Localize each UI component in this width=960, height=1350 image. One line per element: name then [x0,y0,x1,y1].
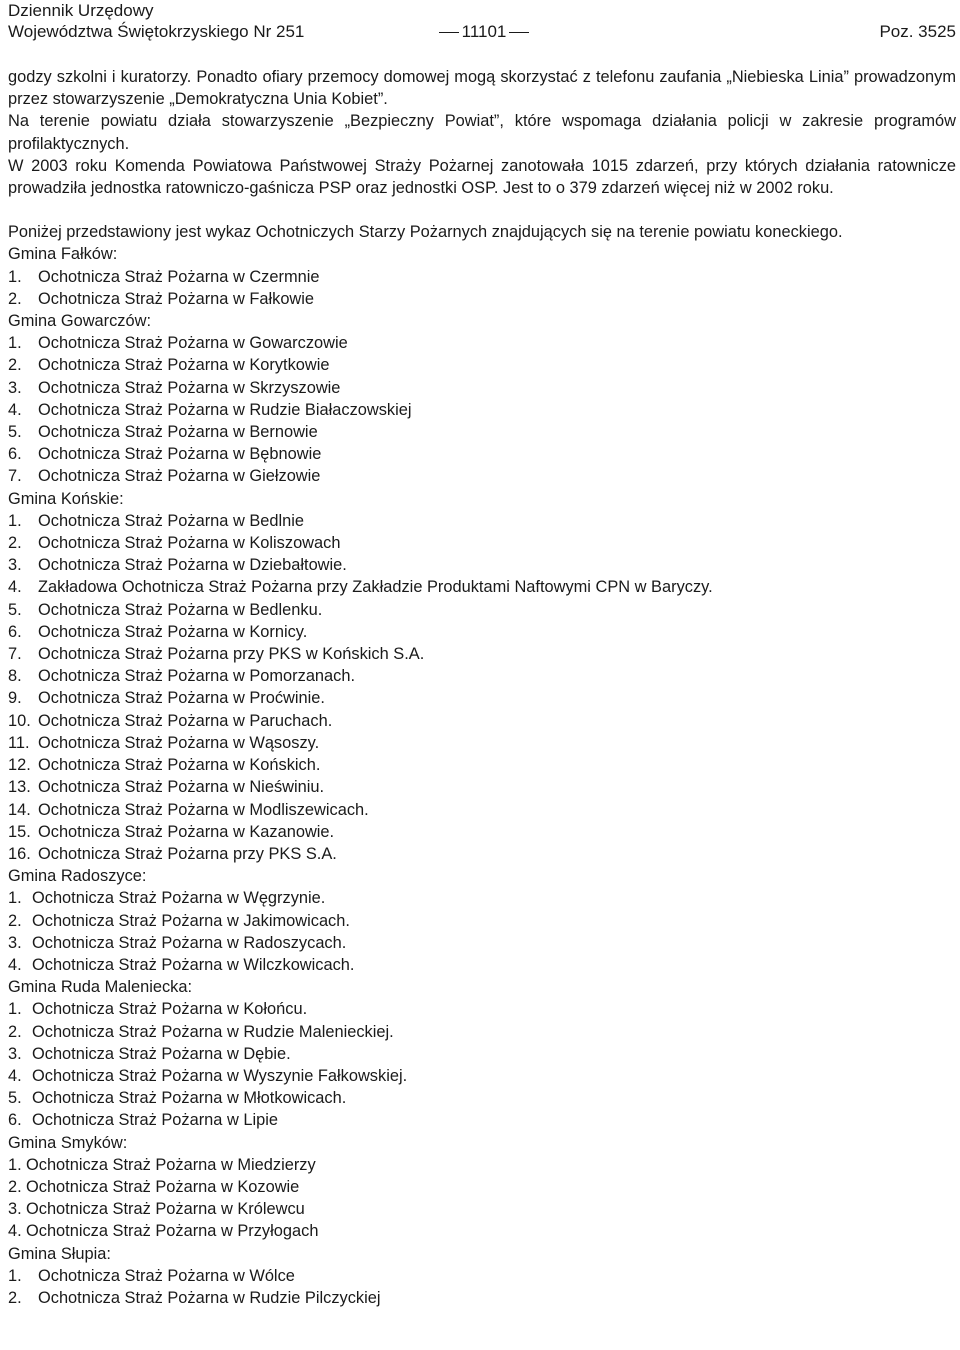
list-item-text: Ochotnicza Straż Pożarna w Dębie. [32,1044,291,1063]
list-item-number: 4. [8,1222,22,1241]
list-item [8,710,956,732]
gmina-heading: Gmina Fałków: [8,245,118,264]
list-item [8,887,956,909]
gmina-heading: Gmina Słupia: [8,1244,111,1263]
list-item-text: Ochotnicza Straż Pożarna w Lipie [32,1111,278,1130]
list-item-number: 2. [8,356,22,375]
list-item-text: Ochotnicza Straż Pożarna w Młotkowicach. [32,1089,347,1108]
list-item-number: 1. [8,889,22,908]
list-item-text: Ochotnicza Straż Pożarna w Paruchach. [38,711,333,730]
page-header [8,20,956,44]
list-item [8,1265,956,1287]
list-item [8,776,956,798]
list-item-number: 6. [8,622,22,641]
paragraph-list-intro: Poniżej przedstawiony jest wykaz Ochotniczych Starzy Pożarnych znajdujących się na terenie powiatu koneckiego. [8,223,843,242]
list-item-text: Ochotnicza Straż Pożarna w Czermnie [38,267,320,286]
list-item-number: 4. [8,400,22,419]
list-item-number: 13. [8,778,31,797]
list-item [8,399,956,421]
list-item [8,532,956,554]
list-item-number: 5. [8,1089,22,1108]
list-item-number: 1. [8,267,22,286]
list-item-text: Ochotnicza Straż Pożarna w Modliszewicach. [38,800,369,819]
list-item-number: 1. [8,511,22,530]
list-item [8,843,956,865]
list-item [8,643,956,665]
list-item-number: 3. [8,1044,22,1063]
list-item-number: 5. [8,423,22,442]
list-item-number: 14. [8,800,31,819]
list-item-number: 2. [8,911,22,930]
list-item-text: Ochotnicza Straż Pożarna w Wąsoszy. [38,733,320,752]
gmina-heading: Gmina Końskie: [8,489,124,508]
list-item [8,377,956,399]
dash-right [509,32,529,33]
list-item [8,1287,956,1309]
list-item-number: 15. [8,822,31,841]
list-item [8,932,956,954]
list-item-text: Ochotnicza Straż Pożarna w Radoszycach. [32,933,347,952]
voivodeship-issue: Województwa Świętokrzyskiego Nr 251 [8,22,305,41]
document-body [8,66,956,1309]
list-item-number: 12. [8,756,31,775]
dash-left [439,32,459,33]
list-item [8,754,956,776]
list-item [8,687,956,709]
list-item-text: Ochotnicza Straż Pożarna w Skrzyszowie [38,378,341,397]
list-item [8,910,956,932]
list-item [8,1220,956,1242]
list-item [8,1176,956,1198]
list-item-number: 7. [8,645,22,664]
list-item-number: 2. [8,1022,22,1041]
list-item-text: Ochotnicza Straż Pożarna przy PKS w Końskich S.A. [38,645,425,664]
list-item-text: Ochotnicza Straż Pożarna w Nieświniu. [38,778,325,797]
gmina-heading: Gmina Smyków: [8,1133,128,1152]
list-item-text: Ochotnicza Straż Pożarna w Pomorzanach. [38,667,356,686]
list-item-number: 7. [8,467,22,486]
list-item-number: 4. [8,1066,22,1085]
list-item-text: Ochotnicza Straż Pożarna w Kazanowie. [38,822,335,841]
paragraph-fire-service: W 2003 roku Komenda Powiatowa Państwowej Straży Pożarnej zanotowała 1015 zdarzeń, przy których działania ratownicze prowadziła jednostka ratowniczo-gaśnicza PSP oraz jednostki OSP. Jest to o 379 zdarzeń więcej niż w 2002 roku. [8,156,956,198]
list-item-text: Ochotnicza Straż Pożarna w Gowarczowie [38,334,348,353]
list-item-number: 4. [8,578,22,597]
list-item [8,443,956,465]
page-number-value: 11101 [461,22,507,41]
paragraph-association: Na terenie powiatu działa stowarzyszenie „Bezpieczny Powiat”, które wspomaga działania policji w zakresie programów profilaktycznych. [8,112,956,153]
list-item [8,1065,956,1087]
list-item [8,1109,956,1131]
list-item-number: 2. [8,1177,22,1196]
list-item-text: Ochotnicza Straż Pożarna w Dziebałtowie. [38,556,347,575]
list-item [8,998,956,1020]
list-item [8,465,956,487]
list-item-number: 16. [8,844,31,863]
list-item-number: 11. [8,733,30,752]
gmina-heading: Gmina Radoszyce: [8,867,147,886]
list-item-text: Ochotnicza Straż Pożarna w Miedzierzy [26,1155,316,1174]
list-item [8,954,956,976]
paragraph-victims: godzy szkolni i kuratorzy. Ponadto ofiary przemocy domowej mogą skorzystać z telefonu zaufania „Niebieska Linia” prowadzonym przez stowarzyszenie „Demokratyczna Unia Kobiet”. [8,68,956,109]
list-item-text: Ochotnicza Straż Pożarna w Giełzowie [38,467,321,486]
page-number [434,20,534,44]
list-item-number: 5. [8,600,22,619]
list-item [8,1154,956,1176]
list-item-number: 1. [8,1000,22,1019]
list-item-text: Ochotnicza Straż Pożarna w Wólce [38,1266,295,1285]
list-item [8,1087,956,1109]
list-item-number: 2. [8,289,22,308]
gmina-heading: Gmina Gowarczów: [8,312,152,331]
list-item [8,1043,956,1065]
list-item [8,665,956,687]
list-item-number: 6. [8,1111,22,1130]
list-item-number: 3. [8,556,22,575]
position-number: Poz. 3525 [879,22,956,41]
list-item [8,821,956,843]
list-item-text: Ochotnicza Straż Pożarna w Bębnowie [38,445,322,464]
list-item [8,1021,956,1043]
list-item-text: Ochotnicza Straż Pożarna w Królewcu [26,1200,305,1219]
list-item [8,288,956,310]
list-item [8,1198,956,1220]
list-item-text: Ochotnicza Straż Pożarna w Kołońcu. [32,1000,308,1019]
fire-brigade-list [8,243,956,1309]
list-item [8,576,956,598]
list-item-number: 1. [8,1266,22,1285]
list-item-text: Ochotnicza Straż Pożarna przy PKS S.A. [38,844,337,863]
list-item-number: 1. [8,334,22,353]
list-item-text: Ochotnicza Straż Pożarna w Korytkowie [38,356,330,375]
list-item [8,621,956,643]
list-item-number: 1. [8,1155,22,1174]
list-item [8,599,956,621]
list-item [8,732,956,754]
list-item-text: Ochotnicza Straż Pożarna w Proćwinie. [38,689,325,708]
list-item [8,421,956,443]
list-item-number: 3. [8,1200,22,1219]
list-item-text: Ochotnicza Straż Pożarna w Bedlenku. [38,600,323,619]
list-item [8,354,956,376]
list-item-text: Ochotnicza Straż Pożarna w Końskich. [38,756,321,775]
list-item-text: Ochotnicza Straż Pożarna w Jakimowicach. [32,911,350,930]
list-item-text: Ochotnicza Straż Pożarna w Rudzie Pilczyckiej [38,1288,381,1307]
list-item-text: Ochotnicza Straż Pożarna w Wilczkowicach. [32,955,355,974]
list-item [8,266,956,288]
list-item-text: Ochotnicza Straż Pożarna w Koliszowach [38,534,341,553]
list-item [8,332,956,354]
list-item-number: 4. [8,955,22,974]
gmina-heading: Gmina Ruda Maleniecka: [8,978,193,997]
list-item-number: 2. [8,1288,22,1307]
list-item [8,799,956,821]
list-item-text: Zakładowa Ochotnicza Straż Pożarna przy Zakładzie Produktami Naftowymi CPN w Baryczy. [38,578,713,597]
list-item-text: Ochotnicza Straż Pożarna w Kozowie [26,1177,300,1196]
list-item-text: Ochotnicza Straż Pożarna w Rudzie Malenieckiej. [32,1022,394,1041]
list-item-text: Ochotnicza Straż Pożarna w Kornicy. [38,622,308,641]
list-item-number: 6. [8,445,22,464]
list-item-number: 8. [8,667,22,686]
list-item-text: Ochotnicza Straż Pożarna w Bernowie [38,423,318,442]
list-item-text: Ochotnicza Straż Pożarna w Przyłogach [26,1222,319,1241]
list-item [8,510,956,532]
paragraph-gap [8,199,956,221]
list-item-text: Ochotnicza Straż Pożarna w Węgrzynie. [32,889,326,908]
list-item-number: 9. [8,689,22,708]
journal-title: Dziennik Urzędowy [8,1,154,20]
list-item [8,554,956,576]
list-item-text: Ochotnicza Straż Pożarna w Wyszynie Fałkowskiej. [32,1066,408,1085]
list-item-text: Ochotnicza Straż Pożarna w Rudzie Białaczowskiej [38,400,412,419]
list-item-text: Ochotnicza Straż Pożarna w Fałkowie [38,289,315,308]
list-item-text: Ochotnicza Straż Pożarna w Bedlnie [38,511,305,530]
list-item-number: 10. [8,711,31,730]
list-item-number: 3. [8,378,22,397]
list-item-number: 3. [8,933,22,952]
list-item-number: 2. [8,534,22,553]
